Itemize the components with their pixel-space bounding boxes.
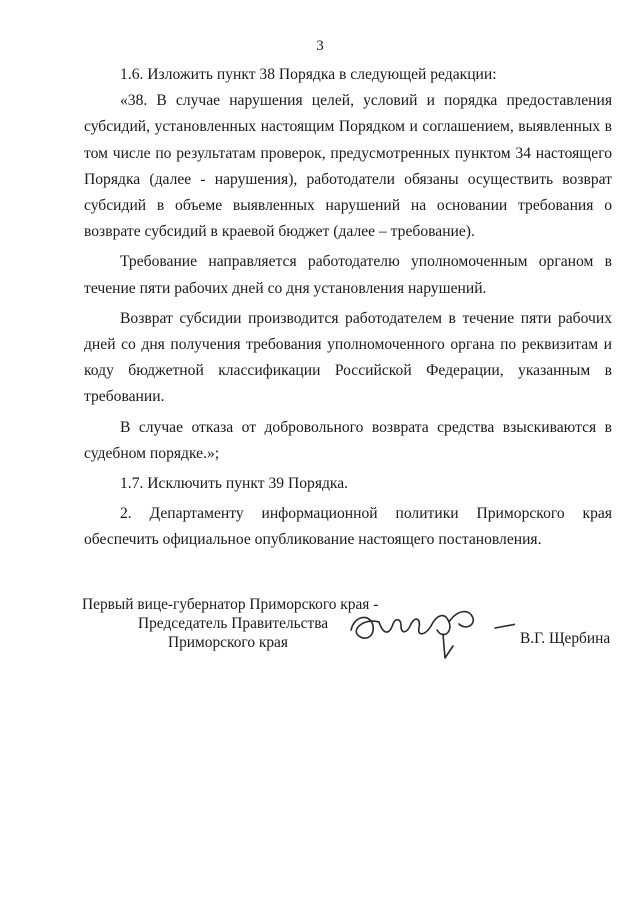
signatory-title-line-1: Первый вице-губернатор Приморского края - bbox=[82, 596, 379, 613]
handwritten-signature bbox=[345, 600, 515, 670]
paragraph-1-6: 1.6. Изложить пункт 38 Порядка в следующей редакции: bbox=[120, 66, 497, 83]
document-body bbox=[84, 62, 612, 554]
signatory-title bbox=[82, 595, 378, 652]
paragraph-requirement: Требование направляется работодателю уполномоченным органом в течение пяти рабочих дней со дня установления нарушений. bbox=[84, 253, 612, 297]
paragraph-refund: Возврат субсидии производится работодателем в течение пяти рабочих дней со дня получения требования уполномоченного органа по реквизитам и коду бюджетной классификации Российской Федерации, указанным в требовании. bbox=[84, 309, 612, 406]
paragraph-2: 2. Департаменту информационной политики Приморского края обеспечить официальное опубликование настоящего постановления. bbox=[84, 505, 612, 549]
paragraph-refusal: В случае отказа от добровольного возврата средства взыскиваются в судебном порядке.»; bbox=[84, 418, 612, 462]
signatory-title-line-2: Председатель Правительства bbox=[138, 615, 329, 632]
page-number: 3 bbox=[316, 38, 324, 54]
paragraph-38: «38. В случае нарушения целей, условий и порядка предоставления субсидий, установленных настоящим Порядком и соглашением, выявленных в том числе по результатам проверок, предусмотренных пунктом 34 настоящего Порядка (далее - нарушения), работодатели обязаны осуществить возврат субсидий в объеме выявленных нарушений на основании требования о возврате субсидий в краевой бюджет (далее – требование). bbox=[84, 92, 612, 241]
paragraph-1-7: 1.7. Исключить пункт 39 Порядка. bbox=[120, 475, 349, 493]
signer-name: В.Г. Щербина bbox=[520, 630, 611, 647]
signatory-title-line-3: Приморского края bbox=[168, 634, 288, 651]
